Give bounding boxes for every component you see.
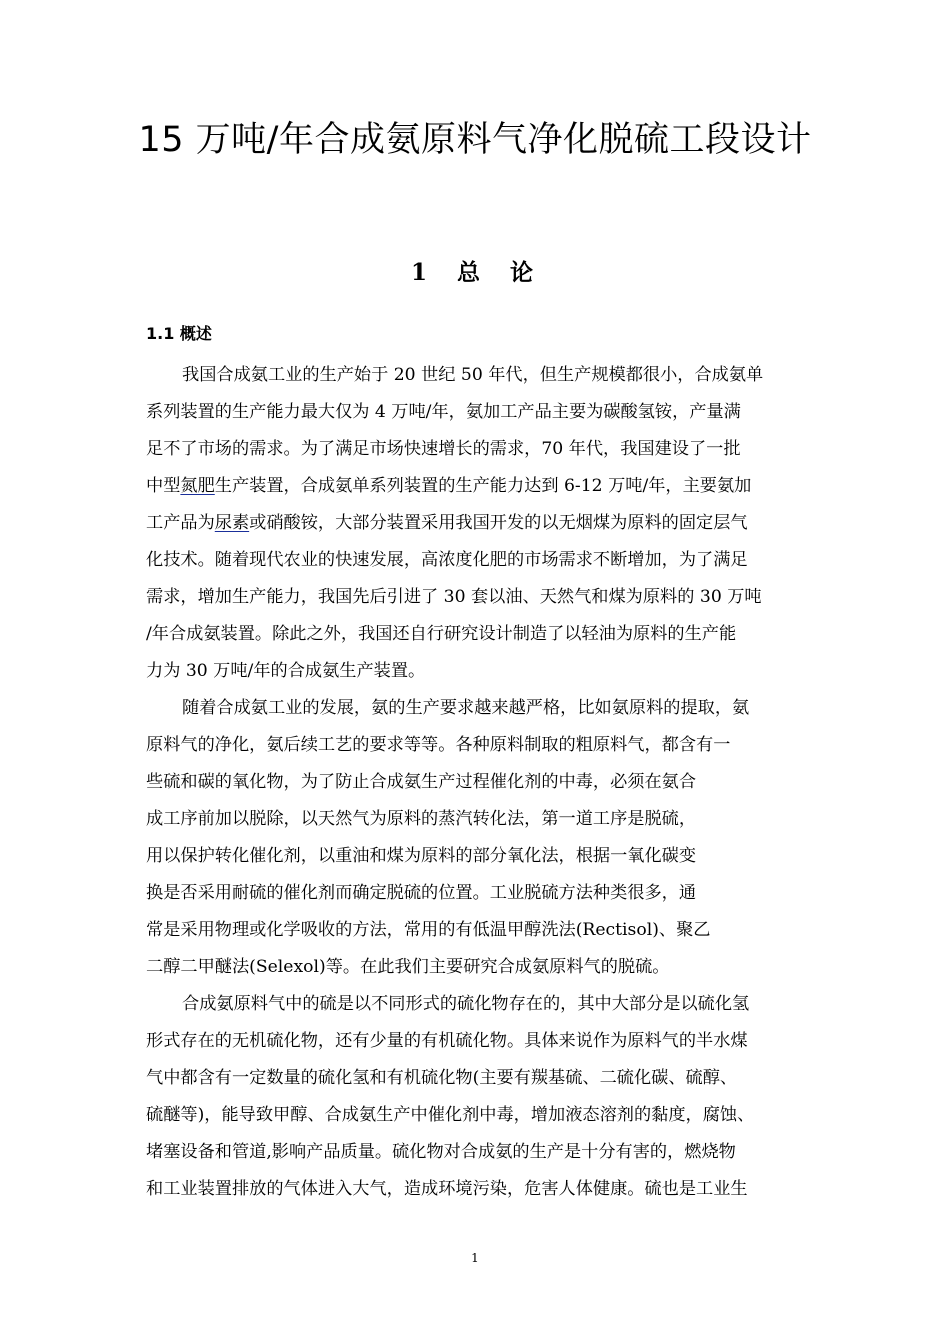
text-line: 形式存在的无机硫化物，还有少量的有机硫化物。具体来说作为原料气的半水煤 [146, 1031, 748, 1051]
paragraph-3 [146, 986, 808, 1208]
section-heading: 1.1 概述 [146, 324, 212, 343]
text-line: 些硫和碳的氧化物，为了防止合成氨生产过程催化剂的中毒，必须在氨合 [146, 772, 697, 792]
text-line: 系列装置的生产能力最大仅为 4 万吨/年，氨加工产品主要为碳酸氢铵，产量满 [146, 402, 741, 422]
text-line: /年合成氨装置。除此之外，我国还自行研究设计制造了以轻油为原料的生产能 [146, 624, 737, 644]
chapter-heading: 1 总 论 [410, 259, 540, 286]
text-line: 力为 30 万吨/年的合成氨生产装置。 [146, 661, 426, 681]
body-text [146, 357, 808, 1208]
paragraph-2 [146, 690, 808, 986]
text-line: 和工业装置排放的气体进入大气，造成环境污染，危害人体健康。硫也是工业生 [146, 1179, 748, 1199]
text-line: 换是否采用耐硫的催化剂而确定脱硫的位置。工业脱硫方法种类很多，通 [146, 883, 697, 903]
text-line: 用以保护转化催化剂，以重油和煤为原料的部分氧化法，根据一氧化碳变 [146, 846, 697, 866]
text-line: 成工序前加以脱除，以天然气为原料的蒸汽转化法，第一道工序是脱硫， [146, 809, 697, 829]
text-line: 随着合成氨工业的发展，氨的生产要求越来越严格，比如氨原料的提取，氨 [182, 698, 750, 718]
text-line [146, 468, 808, 505]
text-segment: 工产品为 [146, 513, 215, 533]
document-title: 15 万吨/年合成氨原料气净化脱硫工段设计 [138, 120, 812, 160]
paragraph-1 [146, 357, 808, 690]
text-line: 气中都含有一定数量的硫化氢和有机硫化物(主要有羰基硫、二硫化碳、硫醇、 [146, 1068, 738, 1088]
text-line [146, 505, 808, 542]
link-urea[interactable]: 尿素 [214, 513, 250, 533]
text-line: 二醇二甲醚法(Selexol)等。在此我们主要研究合成氨原料气的脱硫。 [146, 957, 670, 977]
link-nitrogen-fertilizer[interactable]: 氮肥 [180, 476, 215, 496]
text-line: 硫醚等)，能导致甲醇、合成氨生产中催化剂中毒，增加液态溶剂的黏度，腐蚀、 [146, 1105, 755, 1125]
text-segment: 生产装置，合成氨单系列装置的生产能力达到 6-12 万吨/年，主要氨加 [214, 476, 752, 496]
text-segment: 或硝酸铵，大部分装置采用我国开发的以无烟煤为原料的固定层气 [249, 513, 748, 533]
text-line: 常是采用物理或化学吸收的方法，常用的有低温甲醇洗法(Rectisol)、聚乙 [146, 920, 711, 940]
text-line: 我国合成氨工业的生产始于 20 世纪 50 年代，但生产规模都很小，合成氨单 [182, 365, 764, 385]
text-line: 堵塞设备和管道,影响产品质量。硫化物对合成氨的生产是十分有害的，燃烧物 [146, 1142, 736, 1162]
text-segment: 中型 [146, 476, 181, 496]
text-line: 原料气的净化，氨后续工艺的要求等等。各种原料制取的粗原料气，都含有一 [146, 735, 731, 755]
text-line: 需求，增加生产能力，我国先后引进了 30 套以油、天然气和煤为原料的 30 万吨 [146, 587, 762, 607]
text-line: 化技术。随着现代农业的快速发展，高浓度化肥的市场需求不断增加，为了满足 [146, 550, 748, 570]
text-line: 足不了市场的需求。为了满足市场快速增长的需求，70 年代，我国建设了一批 [146, 439, 741, 459]
text-line: 合成氨原料气中的硫是以不同形式的硫化物存在的，其中大部分是以硫化氢 [182, 994, 750, 1014]
page-number: 1 [471, 1251, 479, 1265]
